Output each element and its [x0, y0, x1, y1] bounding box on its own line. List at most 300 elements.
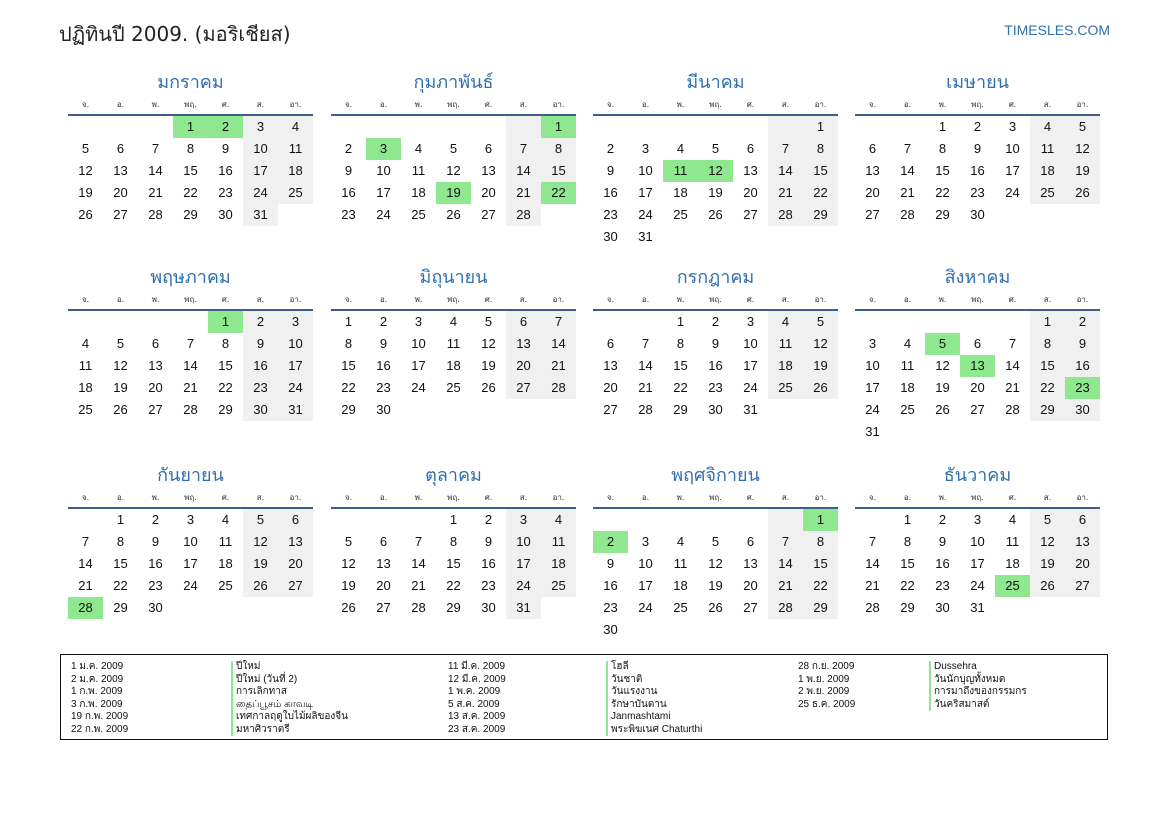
- day-cell[interactable]: 19: [803, 355, 838, 377]
- day-cell[interactable]: 25: [446, 380, 461, 395]
- day-cell[interactable]: 17: [411, 358, 426, 373]
- day-cell[interactable]: 10: [638, 163, 653, 178]
- day-cell[interactable]: 21: [768, 182, 803, 204]
- day-cell[interactable]: 20: [506, 355, 541, 377]
- day-cell[interactable]: 18: [446, 358, 461, 373]
- day-cell[interactable]: 10: [183, 534, 198, 549]
- day-cell[interactable]: 25: [673, 600, 688, 615]
- day-cell[interactable]: 17: [638, 578, 653, 593]
- day-cell[interactable]: 23: [481, 578, 496, 593]
- day-cell[interactable]: 27: [970, 402, 985, 417]
- day-cell[interactable]: 30: [1065, 399, 1100, 421]
- day-cell[interactable]: 4: [278, 116, 313, 138]
- day-cell[interactable]: 8: [676, 336, 685, 351]
- day-cell[interactable]: 3: [746, 314, 755, 329]
- day-cell[interactable]: 26: [341, 600, 356, 615]
- day-cell[interactable]: 23: [935, 578, 950, 593]
- day-cell[interactable]: 2: [484, 512, 493, 527]
- day-cell[interactable]: 20: [148, 380, 163, 395]
- day-cell[interactable]: 3: [278, 311, 313, 333]
- day-cell[interactable]: 22: [341, 380, 356, 395]
- day-cell[interactable]: 26: [708, 207, 723, 222]
- day-cell[interactable]: 17: [638, 185, 653, 200]
- day-cell[interactable]: 21: [541, 355, 576, 377]
- day-cell[interactable]: 16: [341, 185, 356, 200]
- day-cell[interactable]: 31: [638, 229, 653, 244]
- day-cell[interactable]: 27: [1065, 575, 1100, 597]
- day-cell[interactable]: 1: [344, 314, 353, 329]
- day-cell[interactable]: 9: [606, 556, 615, 571]
- day-cell[interactable]: 20: [743, 578, 758, 593]
- day-cell[interactable]: 2: [938, 512, 947, 527]
- day-cell[interactable]: 5: [711, 534, 720, 549]
- day-cell[interactable]: 22: [803, 182, 838, 204]
- day-cell[interactable]: 15: [218, 358, 233, 373]
- day-cell[interactable]: 14: [183, 358, 198, 373]
- day-cell[interactable]: 14: [768, 553, 803, 575]
- day-cell[interactable]: 11: [900, 358, 915, 373]
- day-cell[interactable]: 6: [1065, 509, 1100, 531]
- day-cell[interactable]: 27: [506, 377, 541, 399]
- day-cell[interactable]: 28: [541, 377, 576, 399]
- day-cell[interactable]: 15: [541, 160, 576, 182]
- day-cell[interactable]: 23: [603, 207, 618, 222]
- day-cell[interactable]: 3: [641, 534, 650, 549]
- day-cell[interactable]: 6: [746, 141, 755, 156]
- holiday-day-cell[interactable]: 5: [925, 333, 960, 355]
- day-cell[interactable]: 31: [506, 597, 541, 619]
- day-cell[interactable]: 26: [1065, 182, 1100, 204]
- day-cell[interactable]: 29: [935, 207, 950, 222]
- day-cell[interactable]: 10: [411, 336, 426, 351]
- day-cell[interactable]: 13: [278, 531, 313, 553]
- day-cell[interactable]: 29: [1030, 399, 1065, 421]
- day-cell[interactable]: 28: [506, 204, 541, 226]
- day-cell[interactable]: 3: [973, 512, 982, 527]
- day-cell[interactable]: 15: [900, 556, 915, 571]
- holiday-day-cell[interactable]: 1: [541, 116, 576, 138]
- day-cell[interactable]: 20: [603, 380, 618, 395]
- day-cell[interactable]: 28: [638, 402, 653, 417]
- holiday-day-cell[interactable]: 2: [208, 116, 243, 138]
- day-cell[interactable]: 24: [183, 578, 198, 593]
- day-cell[interactable]: 11: [768, 333, 803, 355]
- day-cell[interactable]: 3: [868, 336, 877, 351]
- day-cell[interactable]: 26: [708, 600, 723, 615]
- day-cell[interactable]: 5: [243, 509, 278, 531]
- day-cell[interactable]: 20: [970, 380, 985, 395]
- day-cell[interactable]: 14: [148, 163, 163, 178]
- day-cell[interactable]: 16: [970, 163, 985, 178]
- day-cell[interactable]: 25: [900, 402, 915, 417]
- day-cell[interactable]: 20: [743, 185, 758, 200]
- day-cell[interactable]: 28: [900, 207, 915, 222]
- day-cell[interactable]: 21: [638, 380, 653, 395]
- day-cell[interactable]: 23: [243, 377, 278, 399]
- day-cell[interactable]: 22: [900, 578, 915, 593]
- day-cell[interactable]: 11: [411, 163, 426, 178]
- day-cell[interactable]: 22: [1030, 377, 1065, 399]
- day-cell[interactable]: 12: [708, 556, 723, 571]
- day-cell[interactable]: 28: [1005, 402, 1020, 417]
- day-cell[interactable]: 1: [903, 512, 912, 527]
- day-cell[interactable]: 1: [1030, 311, 1065, 333]
- day-cell[interactable]: 3: [1008, 119, 1017, 134]
- holiday-day-cell[interactable]: 22: [541, 182, 576, 204]
- day-cell[interactable]: 16: [148, 556, 163, 571]
- day-cell[interactable]: 6: [746, 534, 755, 549]
- day-cell[interactable]: 29: [803, 597, 838, 619]
- day-cell[interactable]: 10: [243, 138, 278, 160]
- day-cell[interactable]: 6: [606, 336, 615, 351]
- day-cell[interactable]: 19: [1065, 160, 1100, 182]
- day-cell[interactable]: 16: [376, 358, 391, 373]
- day-cell[interactable]: 21: [78, 578, 93, 593]
- day-cell[interactable]: 28: [768, 597, 803, 619]
- day-cell[interactable]: 7: [868, 534, 877, 549]
- day-cell[interactable]: 15: [803, 160, 838, 182]
- day-cell[interactable]: 29: [803, 204, 838, 226]
- day-cell[interactable]: 29: [446, 600, 461, 615]
- day-cell[interactable]: 20: [113, 185, 128, 200]
- day-cell[interactable]: 8: [938, 141, 947, 156]
- day-cell[interactable]: 4: [903, 336, 912, 351]
- day-cell[interactable]: 15: [341, 358, 356, 373]
- day-cell[interactable]: 1: [803, 116, 838, 138]
- day-cell[interactable]: 7: [151, 141, 160, 156]
- day-cell[interactable]: 18: [1005, 556, 1020, 571]
- day-cell[interactable]: 11: [278, 138, 313, 160]
- day-cell[interactable]: 29: [673, 402, 688, 417]
- day-cell[interactable]: 12: [78, 163, 93, 178]
- holiday-day-cell[interactable]: 13: [960, 355, 995, 377]
- day-cell[interactable]: 7: [506, 138, 541, 160]
- day-cell[interactable]: 16: [935, 556, 950, 571]
- day-cell[interactable]: 5: [803, 311, 838, 333]
- day-cell[interactable]: 18: [78, 380, 93, 395]
- day-cell[interactable]: 15: [673, 358, 688, 373]
- day-cell[interactable]: 20: [376, 578, 391, 593]
- day-cell[interactable]: 29: [341, 402, 356, 417]
- day-cell[interactable]: 30: [708, 402, 723, 417]
- day-cell[interactable]: 6: [278, 509, 313, 531]
- day-cell[interactable]: 10: [970, 534, 985, 549]
- day-cell[interactable]: 11: [1005, 534, 1020, 549]
- day-cell[interactable]: 12: [1030, 531, 1065, 553]
- day-cell[interactable]: 29: [900, 600, 915, 615]
- day-cell[interactable]: 24: [243, 182, 278, 204]
- day-cell[interactable]: 17: [1005, 163, 1020, 178]
- day-cell[interactable]: 26: [113, 402, 128, 417]
- day-cell[interactable]: 8: [221, 336, 230, 351]
- day-cell[interactable]: 27: [481, 207, 496, 222]
- day-cell[interactable]: 7: [641, 336, 650, 351]
- day-cell[interactable]: 27: [148, 402, 163, 417]
- day-cell[interactable]: 18: [278, 160, 313, 182]
- day-cell[interactable]: 17: [183, 556, 198, 571]
- day-cell[interactable]: 2: [379, 314, 388, 329]
- day-cell[interactable]: 13: [603, 358, 618, 373]
- day-cell[interactable]: 21: [506, 182, 541, 204]
- day-cell[interactable]: 18: [218, 556, 233, 571]
- day-cell[interactable]: 17: [970, 556, 985, 571]
- day-cell[interactable]: 20: [865, 185, 880, 200]
- holiday-day-cell[interactable]: 12: [698, 160, 733, 182]
- holiday-day-cell[interactable]: 2: [593, 531, 628, 553]
- day-cell[interactable]: 19: [243, 553, 278, 575]
- day-cell[interactable]: 2: [243, 311, 278, 333]
- day-cell[interactable]: 24: [638, 600, 653, 615]
- day-cell[interactable]: 16: [243, 355, 278, 377]
- day-cell[interactable]: 7: [768, 138, 803, 160]
- day-cell[interactable]: 6: [484, 141, 493, 156]
- day-cell[interactable]: 5: [484, 314, 493, 329]
- day-cell[interactable]: 10: [376, 163, 391, 178]
- day-cell[interactable]: 8: [116, 534, 125, 549]
- day-cell[interactable]: 10: [1005, 141, 1020, 156]
- day-cell[interactable]: 19: [481, 358, 496, 373]
- day-cell[interactable]: 25: [411, 207, 426, 222]
- day-cell[interactable]: 26: [803, 377, 838, 399]
- day-cell[interactable]: 22: [113, 578, 128, 593]
- day-cell[interactable]: 5: [81, 141, 90, 156]
- day-cell[interactable]: 1: [676, 314, 685, 329]
- day-cell[interactable]: 12: [446, 163, 461, 178]
- holiday-day-cell[interactable]: 23: [1065, 377, 1100, 399]
- day-cell[interactable]: 4: [221, 512, 230, 527]
- day-cell[interactable]: 4: [768, 311, 803, 333]
- day-cell[interactable]: 15: [935, 163, 950, 178]
- day-cell[interactable]: 23: [376, 380, 391, 395]
- day-cell[interactable]: 24: [1005, 185, 1020, 200]
- day-cell[interactable]: 18: [673, 578, 688, 593]
- day-cell[interactable]: 15: [446, 556, 461, 571]
- holiday-day-cell[interactable]: 1: [173, 116, 208, 138]
- day-cell[interactable]: 1: [449, 512, 458, 527]
- day-cell[interactable]: 14: [541, 333, 576, 355]
- day-cell[interactable]: 2: [344, 141, 353, 156]
- day-cell[interactable]: 21: [865, 578, 880, 593]
- day-cell[interactable]: 3: [243, 116, 278, 138]
- day-cell[interactable]: 23: [218, 185, 233, 200]
- day-cell[interactable]: 10: [506, 531, 541, 553]
- day-cell[interactable]: 26: [78, 207, 93, 222]
- day-cell[interactable]: 19: [78, 185, 93, 200]
- day-cell[interactable]: 22: [446, 578, 461, 593]
- day-cell[interactable]: 24: [970, 578, 985, 593]
- day-cell[interactable]: 16: [1065, 355, 1100, 377]
- day-cell[interactable]: 12: [113, 358, 128, 373]
- day-cell[interactable]: 27: [743, 600, 758, 615]
- day-cell[interactable]: 18: [768, 355, 803, 377]
- day-cell[interactable]: 13: [743, 163, 758, 178]
- day-cell[interactable]: 9: [484, 534, 493, 549]
- day-cell[interactable]: 31: [243, 204, 278, 226]
- day-cell[interactable]: 30: [218, 207, 233, 222]
- day-cell[interactable]: 16: [603, 185, 618, 200]
- day-cell[interactable]: 23: [341, 207, 356, 222]
- day-cell[interactable]: 15: [1030, 355, 1065, 377]
- holiday-day-cell[interactable]: 1: [803, 509, 838, 531]
- day-cell[interactable]: 5: [116, 336, 125, 351]
- day-cell[interactable]: 17: [376, 185, 391, 200]
- day-cell[interactable]: 22: [673, 380, 688, 395]
- day-cell[interactable]: 9: [606, 163, 615, 178]
- day-cell[interactable]: 21: [183, 380, 198, 395]
- day-cell[interactable]: 9: [711, 336, 720, 351]
- day-cell[interactable]: 3: [506, 509, 541, 531]
- day-cell[interactable]: 13: [148, 358, 163, 373]
- day-cell[interactable]: 18: [900, 380, 915, 395]
- day-cell[interactable]: 12: [243, 531, 278, 553]
- day-cell[interactable]: 7: [768, 531, 803, 553]
- day-cell[interactable]: 9: [379, 336, 388, 351]
- day-cell[interactable]: 24: [638, 207, 653, 222]
- day-cell[interactable]: 2: [1065, 311, 1100, 333]
- day-cell[interactable]: 6: [379, 534, 388, 549]
- holiday-day-cell[interactable]: 3: [366, 138, 401, 160]
- day-cell[interactable]: 10: [278, 333, 313, 355]
- day-cell[interactable]: 18: [411, 185, 426, 200]
- day-cell[interactable]: 7: [541, 311, 576, 333]
- day-cell[interactable]: 13: [506, 333, 541, 355]
- day-cell[interactable]: 25: [768, 377, 803, 399]
- day-cell[interactable]: 25: [278, 182, 313, 204]
- day-cell[interactable]: 3: [641, 141, 650, 156]
- day-cell[interactable]: 27: [113, 207, 128, 222]
- day-cell[interactable]: 4: [414, 141, 423, 156]
- day-cell[interactable]: 19: [1030, 553, 1065, 575]
- day-cell[interactable]: 30: [935, 600, 950, 615]
- day-cell[interactable]: 17: [865, 380, 880, 395]
- day-cell[interactable]: 11: [541, 531, 576, 553]
- day-cell[interactable]: 24: [376, 207, 391, 222]
- day-cell[interactable]: 25: [541, 575, 576, 597]
- day-cell[interactable]: 23: [708, 380, 723, 395]
- day-cell[interactable]: 5: [711, 141, 720, 156]
- day-cell[interactable]: 29: [183, 207, 198, 222]
- day-cell[interactable]: 16: [708, 358, 723, 373]
- day-cell[interactable]: 21: [1005, 380, 1020, 395]
- day-cell[interactable]: 12: [341, 556, 356, 571]
- day-cell[interactable]: 26: [935, 402, 950, 417]
- day-cell[interactable]: 11: [446, 336, 461, 351]
- day-cell[interactable]: 19: [708, 578, 723, 593]
- day-cell[interactable]: 6: [973, 336, 982, 351]
- day-cell[interactable]: 3: [414, 314, 423, 329]
- day-cell[interactable]: 2: [711, 314, 720, 329]
- day-cell[interactable]: 24: [506, 575, 541, 597]
- day-cell[interactable]: 23: [148, 578, 163, 593]
- holiday-day-cell[interactable]: 28: [68, 597, 103, 619]
- day-cell[interactable]: 12: [1065, 138, 1100, 160]
- day-cell[interactable]: 25: [673, 207, 688, 222]
- day-cell[interactable]: 10: [865, 358, 880, 373]
- holiday-day-cell[interactable]: 19: [436, 182, 471, 204]
- day-cell[interactable]: 14: [865, 556, 880, 571]
- day-cell[interactable]: 6: [506, 311, 541, 333]
- day-cell[interactable]: 13: [743, 556, 758, 571]
- day-cell[interactable]: 18: [1030, 160, 1065, 182]
- day-cell[interactable]: 26: [446, 207, 461, 222]
- day-cell[interactable]: 9: [344, 163, 353, 178]
- day-cell[interactable]: 23: [970, 185, 985, 200]
- day-cell[interactable]: 13: [481, 163, 496, 178]
- day-cell[interactable]: 21: [148, 185, 163, 200]
- day-cell[interactable]: 21: [900, 185, 915, 200]
- day-cell[interactable]: 4: [541, 509, 576, 531]
- day-cell[interactable]: 19: [935, 380, 950, 395]
- day-cell[interactable]: 17: [278, 355, 313, 377]
- day-cell[interactable]: 6: [116, 141, 125, 156]
- day-cell[interactable]: 4: [676, 141, 685, 156]
- day-cell[interactable]: 14: [768, 160, 803, 182]
- day-cell[interactable]: 2: [973, 119, 982, 134]
- day-cell[interactable]: 31: [970, 600, 985, 615]
- day-cell[interactable]: 30: [970, 207, 985, 222]
- day-cell[interactable]: 20: [278, 553, 313, 575]
- day-cell[interactable]: 27: [376, 600, 391, 615]
- day-cell[interactable]: 20: [481, 185, 496, 200]
- day-cell[interactable]: 31: [278, 399, 313, 421]
- day-cell[interactable]: 10: [743, 336, 758, 351]
- day-cell[interactable]: 19: [341, 578, 356, 593]
- day-cell[interactable]: 16: [218, 163, 233, 178]
- day-cell[interactable]: 31: [865, 424, 880, 439]
- day-cell[interactable]: 19: [113, 380, 128, 395]
- day-cell[interactable]: 15: [803, 553, 838, 575]
- day-cell[interactable]: 4: [1008, 512, 1017, 527]
- day-cell[interactable]: 3: [186, 512, 195, 527]
- day-cell[interactable]: 11: [218, 534, 233, 549]
- day-cell[interactable]: 7: [81, 534, 90, 549]
- day-cell[interactable]: 27: [603, 402, 618, 417]
- day-cell[interactable]: 4: [449, 314, 458, 329]
- day-cell[interactable]: 28: [865, 600, 880, 615]
- day-cell[interactable]: 25: [78, 402, 93, 417]
- day-cell[interactable]: 14: [78, 556, 93, 571]
- day-cell[interactable]: 26: [243, 575, 278, 597]
- day-cell[interactable]: 4: [81, 336, 90, 351]
- day-cell[interactable]: 24: [865, 402, 880, 417]
- day-cell[interactable]: 24: [411, 380, 426, 395]
- day-cell[interactable]: 7: [1008, 336, 1017, 351]
- day-cell[interactable]: 11: [1030, 138, 1065, 160]
- day-cell[interactable]: 28: [183, 402, 198, 417]
- day-cell[interactable]: 14: [900, 163, 915, 178]
- day-cell[interactable]: 27: [743, 207, 758, 222]
- day-cell[interactable]: 15: [113, 556, 128, 571]
- day-cell[interactable]: 23: [603, 600, 618, 615]
- day-cell[interactable]: 13: [376, 556, 391, 571]
- day-cell[interactable]: 14: [411, 556, 426, 571]
- day-cell[interactable]: 7: [414, 534, 423, 549]
- day-cell[interactable]: 16: [603, 578, 618, 593]
- day-cell[interactable]: 8: [344, 336, 353, 351]
- day-cell[interactable]: 5: [1065, 116, 1100, 138]
- day-cell[interactable]: 27: [865, 207, 880, 222]
- day-cell[interactable]: 8: [449, 534, 458, 549]
- day-cell[interactable]: 25: [1030, 182, 1065, 204]
- day-cell[interactable]: 5: [344, 534, 353, 549]
- day-cell[interactable]: 22: [935, 185, 950, 200]
- day-cell[interactable]: 12: [803, 333, 838, 355]
- day-cell[interactable]: 28: [148, 207, 163, 222]
- day-cell[interactable]: 25: [218, 578, 233, 593]
- holiday-day-cell[interactable]: 11: [663, 160, 698, 182]
- day-cell[interactable]: 8: [1030, 333, 1065, 355]
- day-cell[interactable]: 1: [116, 512, 125, 527]
